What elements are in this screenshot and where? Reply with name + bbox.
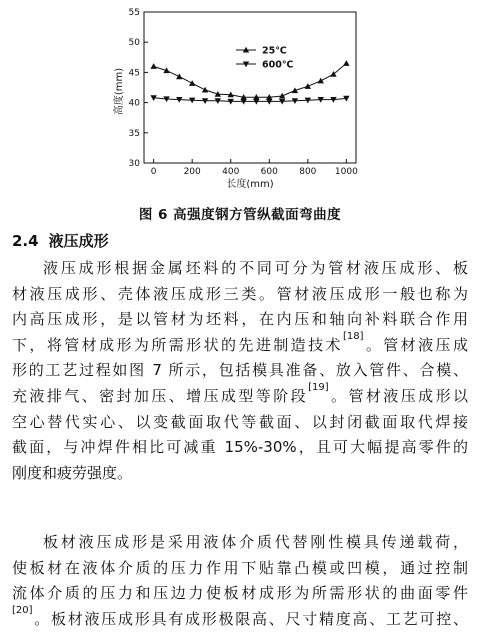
bending-chart-svg — [0, 0, 480, 200]
citation-18[interactable]: [18] — [342, 330, 364, 342]
data-point — [150, 63, 156, 69]
y-tick-label: 45 — [128, 68, 140, 79]
plot-frame — [144, 12, 356, 163]
text-line-with-citation — [12, 330, 468, 359]
figure-6-chart — [0, 0, 480, 200]
data-point — [189, 80, 195, 86]
x-tick-label: 600 — [260, 167, 278, 177]
figure-caption: 图 6 高强度钢方管纵截面弯曲度 — [138, 207, 342, 223]
citation-19[interactable]: [19] — [308, 381, 329, 393]
paragraph-hydroforming-overview — [12, 256, 468, 486]
legend-label: 25℃ — [262, 45, 287, 57]
text-line: 使板材在液体介质的压力作用下贴靠凸模或凹模，通过控制 — [12, 558, 468, 577]
chart-series-layer — [150, 60, 349, 104]
series-line — [154, 63, 347, 97]
y-tick-label: 55 — [128, 8, 140, 18]
text-line: 形的工艺过程如图 7 所示，包括模具准备、放入管件、合模、 — [12, 361, 468, 380]
text-segment: 。管材液压成 — [363, 335, 468, 354]
chart-axes — [144, 12, 356, 163]
series-line — [154, 98, 347, 102]
text-segment: 。板材液压成形具有成形极限高、尺寸精度高、工艺可控、 — [32, 609, 468, 628]
text-segment: 下，将管材成形为所需形状的先进制造技术 — [12, 335, 343, 354]
text-line: 液压成形根据金属坯料的不同可分为管材液压成形、板 — [43, 259, 468, 277]
data-point — [176, 73, 182, 79]
data-point — [279, 93, 285, 99]
y-tick-label: 30 — [128, 159, 140, 169]
data-point — [305, 83, 311, 89]
y-tick-label: 50 — [128, 38, 140, 49]
text-line: 空心替代实心、以变截面取代等截面、以封闭截面取代焊接 — [12, 412, 468, 431]
x-tick-label: 800 — [299, 167, 317, 177]
y-tick-label: 40 — [128, 98, 140, 109]
data-point — [202, 87, 208, 93]
series-25c — [150, 60, 349, 100]
x-axis-label: 长度(mm) — [226, 179, 274, 190]
data-point — [343, 60, 349, 66]
text-line-with-citation — [12, 381, 468, 410]
text-line-with-citation — [12, 604, 468, 633]
paragraph-sheet-hydroforming — [12, 530, 468, 632]
x-tick-label: 1000 — [334, 167, 358, 177]
text-line: 板材液压成形是采用液体介质代替刚性模具传递载荷， — [43, 533, 468, 551]
text-segment: 。管材液压成形以 — [328, 386, 468, 405]
text-line: 内高压成形，是以管材为坯料，在内压和轴向补料联合作用 — [12, 310, 468, 329]
x-tick-label: 200 — [183, 167, 201, 177]
series-600c — [150, 95, 349, 104]
text-line: 刚度和疲劳强度。 — [12, 463, 133, 482]
data-point — [318, 78, 324, 84]
text-line: 流体介质的压力和压边力使板材成形为所需形状的曲面零件 — [12, 584, 468, 603]
y-axis-label: 高度(mm) — [114, 67, 125, 116]
text-line: 材液压成形、壳体液压成形三类。管材液压成形一般也称为 — [12, 284, 468, 303]
x-tick-label: 400 — [222, 167, 240, 177]
chart-legend — [236, 46, 293, 71]
section-heading — [12, 230, 119, 251]
y-tick-label: 35 — [128, 128, 140, 139]
section-title: 液压成形 — [48, 232, 109, 250]
text-segment: 充液排气、密封加压、增压成型等阶段 — [12, 386, 309, 405]
text-line: 截面，与冲焊件相比可减重 15%-30%，且可大幅提高零件的 — [12, 438, 468, 457]
citation-20[interactable]: [20] — [12, 604, 33, 616]
legend-label: 600℃ — [262, 59, 294, 71]
x-tick-label: 0 — [150, 167, 157, 177]
section-number: 2.4 — [12, 232, 39, 250]
